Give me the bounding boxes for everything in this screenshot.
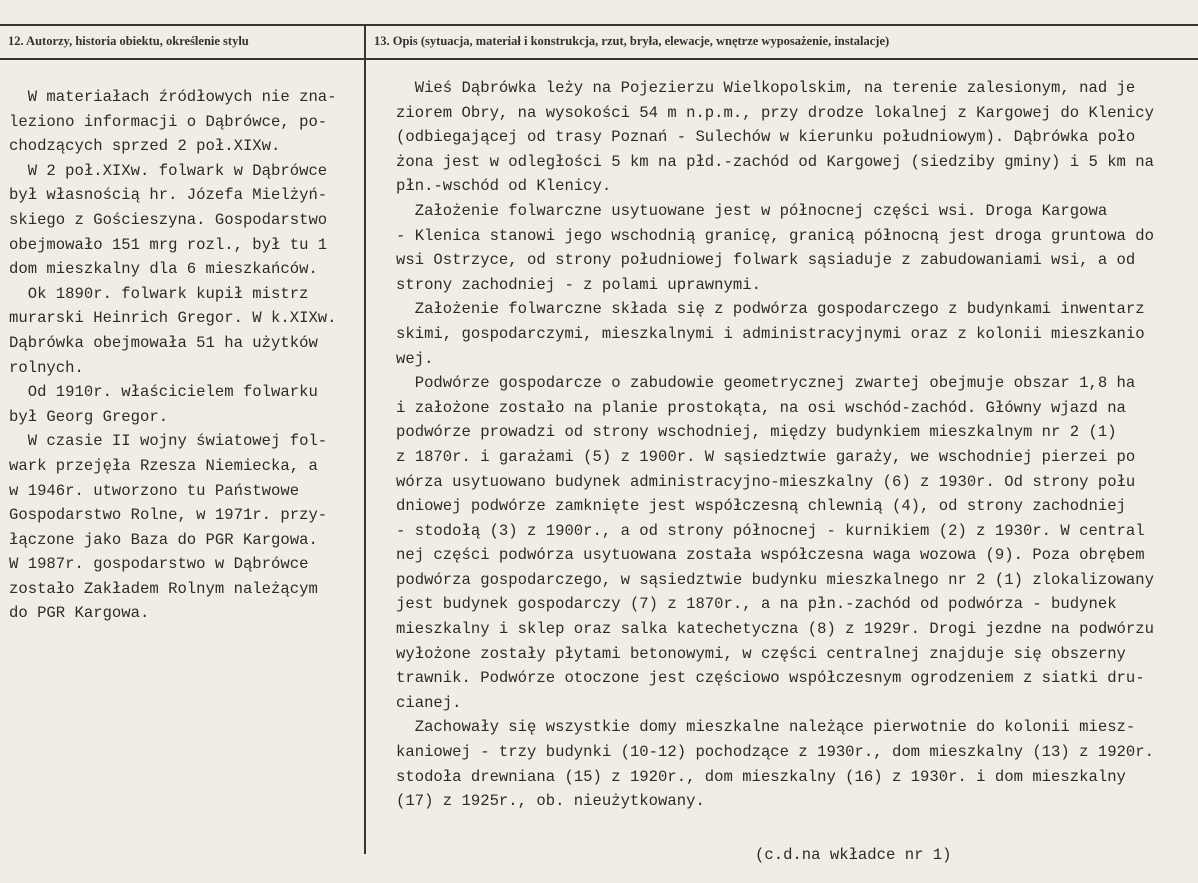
text-line: Założenie folwarczne usytuowane jest w północnej części wsi. Droga Kargowa bbox=[396, 201, 1108, 220]
text-line: łączone jako Baza do PGR Kargowa. bbox=[9, 530, 318, 549]
column-divider bbox=[364, 24, 366, 854]
top-rule bbox=[0, 24, 1198, 26]
text-line: mieszkalny i sklep oraz salka katechetyczna (8) z 1929r. Drogi jezdne na podwórzu bbox=[396, 620, 1154, 639]
text-line: Wieś Dąbrówka leży na Pojezierzu Wielkopolskim, na terenie zalesionym, nad je bbox=[396, 79, 1136, 97]
text-line: rolnych. bbox=[9, 358, 84, 377]
text-line: Podwórze gospodarcze o zabudowie geometrycznej zwartej obejmuje obszar 1,8 ha bbox=[396, 374, 1136, 393]
text-line: zostało Zakładem Rolnym należącym bbox=[9, 579, 318, 598]
text-line: (17) z 1925r., ob. nieużytkowany. bbox=[396, 792, 705, 811]
text-line: obejmowało 151 mrg rozl., był tu 1 bbox=[9, 235, 328, 254]
text-line: dom mieszkalny dla 6 mieszkańców. bbox=[9, 260, 318, 279]
text-line: żona jest w odległości 5 km na płd.-zachód od Kargowej (siedziby gminy) i 5 km na bbox=[396, 152, 1154, 171]
text-line: dniowej podwórze zamknięte jest współczesną chlewnią (4), od strony zachodniej bbox=[396, 497, 1126, 516]
text-line: chodzących sprzed 2 poł.XIXw. bbox=[9, 137, 281, 156]
text-line: - stodołą (3) z 1900r., a od strony północnej - kurnikiem (2) z 1930r. W central bbox=[396, 521, 1145, 540]
history-text-column bbox=[9, 85, 364, 626]
text-line: Założenie folwarczne składa się z podwórza gospodarczego z budynkami inwentarz bbox=[396, 300, 1145, 319]
text-line: skimi, gospodarczymi, mieszkalnymi i administracyjnymi oraz z kolonii mieszkanio bbox=[396, 324, 1145, 343]
text-line: Od 1910r. właścicielem folwarku bbox=[9, 383, 318, 402]
text-line: - Klenica stanowi jego wschodnią granicę, granicą północną jest droga gruntowa do bbox=[396, 226, 1154, 245]
text-line: W 2 poł.XIXw. folwark w Dąbrówce bbox=[9, 161, 328, 180]
text-line: nej części podwórza usytuowana została współczesna waga wozowa (9). Poza obrębem bbox=[396, 546, 1145, 565]
text-line: trawnik. Podwórze otoczone jest częściowo współczesnym ogrodzeniem z siatki dru- bbox=[396, 669, 1145, 688]
text-line: wej. bbox=[396, 349, 434, 368]
text-line: cianej. bbox=[396, 693, 462, 712]
text-line: Ok 1890r. folwark kupił mistrz bbox=[9, 284, 309, 303]
text-line: Dąbrówka obejmowała 51 ha użytków bbox=[9, 333, 318, 352]
text-line: (odbiegającej od trasy Poznań - Sulechów w kierunku południowym). Dąbrówka poło bbox=[396, 128, 1136, 147]
text-line: stodoła drewniana (15) z 1920r., dom mieszkalny (16) z 1930r. i dom mieszkalny bbox=[396, 767, 1126, 786]
continuation-note: (c.d.na wkładce nr 1) bbox=[755, 846, 952, 864]
text-line: skiego z Gościeszyna. Gospodarstwo bbox=[9, 210, 328, 229]
text-line: W materiałach źródłowych nie zna- bbox=[9, 88, 337, 106]
text-line: i założone zostało na planie prostokąta, na osi wschód-zachód. Główny wjazd na bbox=[396, 398, 1126, 417]
text-line: był własnością hr. Józefa Mielżyń- bbox=[9, 186, 328, 205]
text-line: strony zachodniej - z polami uprawnymi. bbox=[396, 275, 761, 294]
text-line: wsi Ostrzyce, od strony południowej folwark sąsiaduje z zabudowaniami wsi, a od bbox=[396, 251, 1136, 270]
text-line: był Georg Gregor. bbox=[9, 407, 169, 426]
text-line: jest budynek gospodarczy (7) z 1870r., a na płn.-zachód od podwórza - budynek bbox=[396, 595, 1117, 614]
section-13-header: 13. Opis (sytuacja, materiał i konstrukcja, rzut, bryła, elewacje, wnętrze wyposażenie, instalacje) bbox=[374, 34, 890, 48]
text-line: z 1870r. i garażami (5) z 1900r. W sąsiedztwie garaży, we wschodniej pierzei po bbox=[396, 447, 1136, 466]
text-line: leziono informacji o Dąbrówce, po- bbox=[9, 112, 328, 131]
text-line: wark przejęła Rzesza Niemiecka, a bbox=[9, 456, 318, 475]
text-line: Zachowały się wszystkie domy mieszkalne należące pierwotnie do kolonii miesz- bbox=[396, 718, 1136, 737]
text-line: wyłożone zostały płytami betonowymi, w części centralnej znajduje się obszerny bbox=[396, 644, 1126, 663]
text-line: podwórze prowadzi od strony wschodniej, między budynkiem mieszkalnym nr 2 (1) bbox=[396, 423, 1117, 442]
header-rule bbox=[0, 58, 1198, 60]
text-line: kaniowej - trzy budynki (10-12) pochodzące z 1930r., dom mieszkalny (13) z 1920r. bbox=[396, 743, 1154, 762]
text-line: płn.-wschód od Klenicy. bbox=[396, 177, 612, 196]
text-line: murarski Heinrich Gregor. W k.XIXw. bbox=[9, 309, 337, 328]
text-line: Gospodarstwo Rolne, w 1971r. przy- bbox=[9, 506, 328, 525]
text-line: W czasie II wojny światowej fol- bbox=[9, 432, 328, 451]
text-line: ziorem Obry, na wysokości 54 m n.p.m., przy drodze lokalnej z Kargowej do Klenicy bbox=[396, 103, 1154, 122]
text-line: w 1946r. utworzono tu Państwowe bbox=[9, 481, 300, 500]
text-line: wórza usytuowano budynek administracyjno-mieszkalny (6) z 1930r. Od strony połu bbox=[396, 472, 1136, 491]
text-line: podwórza gospodarczego, w sąsiedztwie budynku mieszkalnego nr 2 (1) zlokalizowany bbox=[396, 570, 1154, 589]
description-text-column bbox=[396, 76, 1198, 814]
text-line: W 1987r. gospodarstwo w Dąbrówce bbox=[9, 555, 309, 574]
section-12-header: 12. Autorzy, historia obiektu, określenie stylu bbox=[8, 34, 249, 48]
text-line: do PGR Kargowa. bbox=[9, 604, 150, 623]
